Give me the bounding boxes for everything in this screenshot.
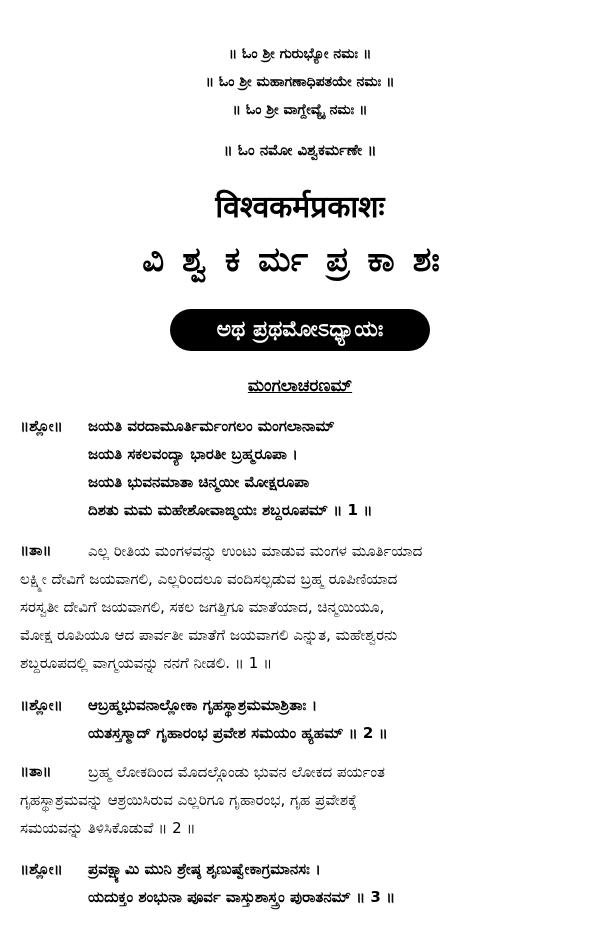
sloka-label: ॥ಶ್ಲೋ॥ [20, 696, 63, 714]
verse-3-line-2: ಯದುಕ್ತಂ ಶಂಭುನಾ ಪೂರ್ವ ವಾಸ್ತುಶಾಸ್ತ್ರಂ ಪುರಾತನಮ್ ॥ 3 ॥ [88, 888, 396, 906]
invocation-guru: ॥ ಓಂ ಶ್ರೀ ಗುರುಭ್ಯೋ ನಮಃ ॥ [228, 46, 372, 62]
invocation-ganadhipati: ॥ ಓಂ ಶ್ರೀ ಮಹಾಗಣಾಧಿಪತಯೇ ನಮಃ ॥ [205, 74, 395, 90]
sloka-label: ॥ಶ್ಲೋ॥ [20, 860, 63, 878]
meaning-2-line-2: ಗೃಹಸ್ಥಾಶ್ರಮವನ್ನು ಆಶ್ರಯಿಸಿರುವ ಎಲ್ಲರಿಗೂ ಗೃಹಾರಂಭ, ಗೃಹ ಪ್ರವೇಶಕ್ಕೆ [20, 791, 357, 809]
verse-2-line-2: ಯತಸ್ತಸ್ಮಾದ್ ಗೃಹಾರಂಭ ಪ್ರವೇಶ ಸಮಯಂ ಹ್ಯಹಮ್ ॥ 2 ॥ [88, 724, 388, 742]
invocation-vishwakarma: ॥ ಓಂ ನಮೋ ವಿಶ್ವಕರ್ಮಣೇ ॥ [223, 141, 377, 159]
title-kannada: ವಿಶ್ವಕರ್ಮಪ್ರಕಾಶಃ [142, 240, 458, 280]
meaning-1-line-2: ಲಕ್ಷ್ಮೀ ದೇವಿಗೆ ಜಯವಾಗಲಿ, ಎಲ್ಲರಿಂದಲೂ ವಂದಿಸಲ್ಪಡುವ ಬ್ರಹ್ಮ ರೂಪಿಣಿಯಾದ [20, 570, 398, 588]
title-devanagari: विश्वकर्मप्रकाशः [215, 190, 385, 225]
meaning-1-line-1: ಎಲ್ಲ ರೀತಿಯ ಮಂಗಳವನ್ನು ಉಂಟು ಮಾಡುವ ಮಂಗಳ ಮೂರ್ತಿಯಾದ [88, 542, 423, 560]
meaning-1-line-3: ಸರಸ್ವತೀ ದೇವಿಗೆ ಜಯವಾಗಲಿ, ಸಕಲ ಜಗತ್ತಿಗೂ ಮಾತೆಯಾದ, ಚಿನ್ಮಯಿಯೂ, [20, 598, 385, 616]
invocation-vagdevi: ॥ ಓಂ ಶ್ರೀ ವಾಗ್ದೇವ್ಯೈ ನಮಃ ॥ [232, 102, 368, 118]
meaning-1 [20, 537, 585, 682]
meaning-2-line-3: ಸಮಯವನ್ನು ತಿಳಿಸಿಕೊಡುವೆ ॥ 2 ॥ [20, 819, 196, 837]
verse-1-line-2: ಜಯತಿ ಸಕಲವಂದ್ಯಾ ಭಾರತೀ ಬ್ರಹ್ಮರೂಪಾ । [88, 445, 298, 463]
meaning-1-line-5: ಶಬ್ದರೂಪದಲ್ಲಿ ವಾಗ್ಮಯವನ್ನು ನನಗೆ ನೀಡಲಿ. ॥ 1 ॥ [20, 654, 273, 672]
chapter-heading: ಅಥ ಪ್ರಥಮೋಽಧ್ಯಾಯಃ [170, 309, 430, 351]
meaning-2 [20, 758, 585, 848]
sloka-label: ॥ಶ್ಲೋ॥ [20, 417, 63, 435]
verse-2-line-1: ಆಬ್ರಹ್ಮಭುವನಾಲ್ಲೋಕಾ ಗೃಹಸ್ಥಾಶ್ರಮಮಾಶ್ರಿತಾಃ । [88, 696, 318, 714]
verse-1-line-3: ಜಯತಿ ಭುವನಮಾತಾ ಚಿನ್ಮಯೀ ಮೋಕ್ಷರೂಪಾ [88, 473, 310, 491]
verse-1-line-4: ದಿಶತು ಮಮ ಮಹೇಶೋವಾಙ್ಮಯಃ ಶಬ್ದರೂಪಮ್ ॥ 1 ॥ [88, 501, 373, 519]
verse-3-line-1: ಪ್ರವಕ್ಷ್ಯಾಮಿ ಮುನಿ ಶ್ರೇಷ್ಠ ಶೃಣುಷ್ವೇಕಾಗ್ರಮಾನಸಃ । [88, 860, 321, 878]
tatparya-label: ॥ತಾ॥ [20, 762, 52, 780]
section-heading: ಮಂಗಲಾಚರಣಮ್ [247, 376, 353, 396]
verse-3 [20, 856, 585, 916]
meaning-2-line-1: ಬ್ರಹ್ಮ ಲೋಕದಿಂದ ಮೊದಲ್ಗೊಂಡು ಭುವನ ಲೋಕದ ಪರ್ಯಂತ [88, 763, 385, 781]
verse-2 [20, 692, 585, 752]
verse-1 [20, 413, 585, 523]
tatparya-label: ॥ತಾ॥ [20, 541, 52, 559]
verse-1-line-1: ಜಯತಿ ವರದಾಮೂರ್ತಿರ್ಮಂಗಲಂ ಮಂಗಲಾನಾಮ್ [88, 417, 335, 435]
meaning-1-line-4: ಮೋಕ್ಷ ರೂಪಿಯೂ ಆದ ಪಾರ್ವತೀ ಮಾತೆಗೆ ಜಯವಾಗಲಿ ಎನ್ನುತ, ಮಹೇಶ್ವರನು [20, 626, 398, 644]
